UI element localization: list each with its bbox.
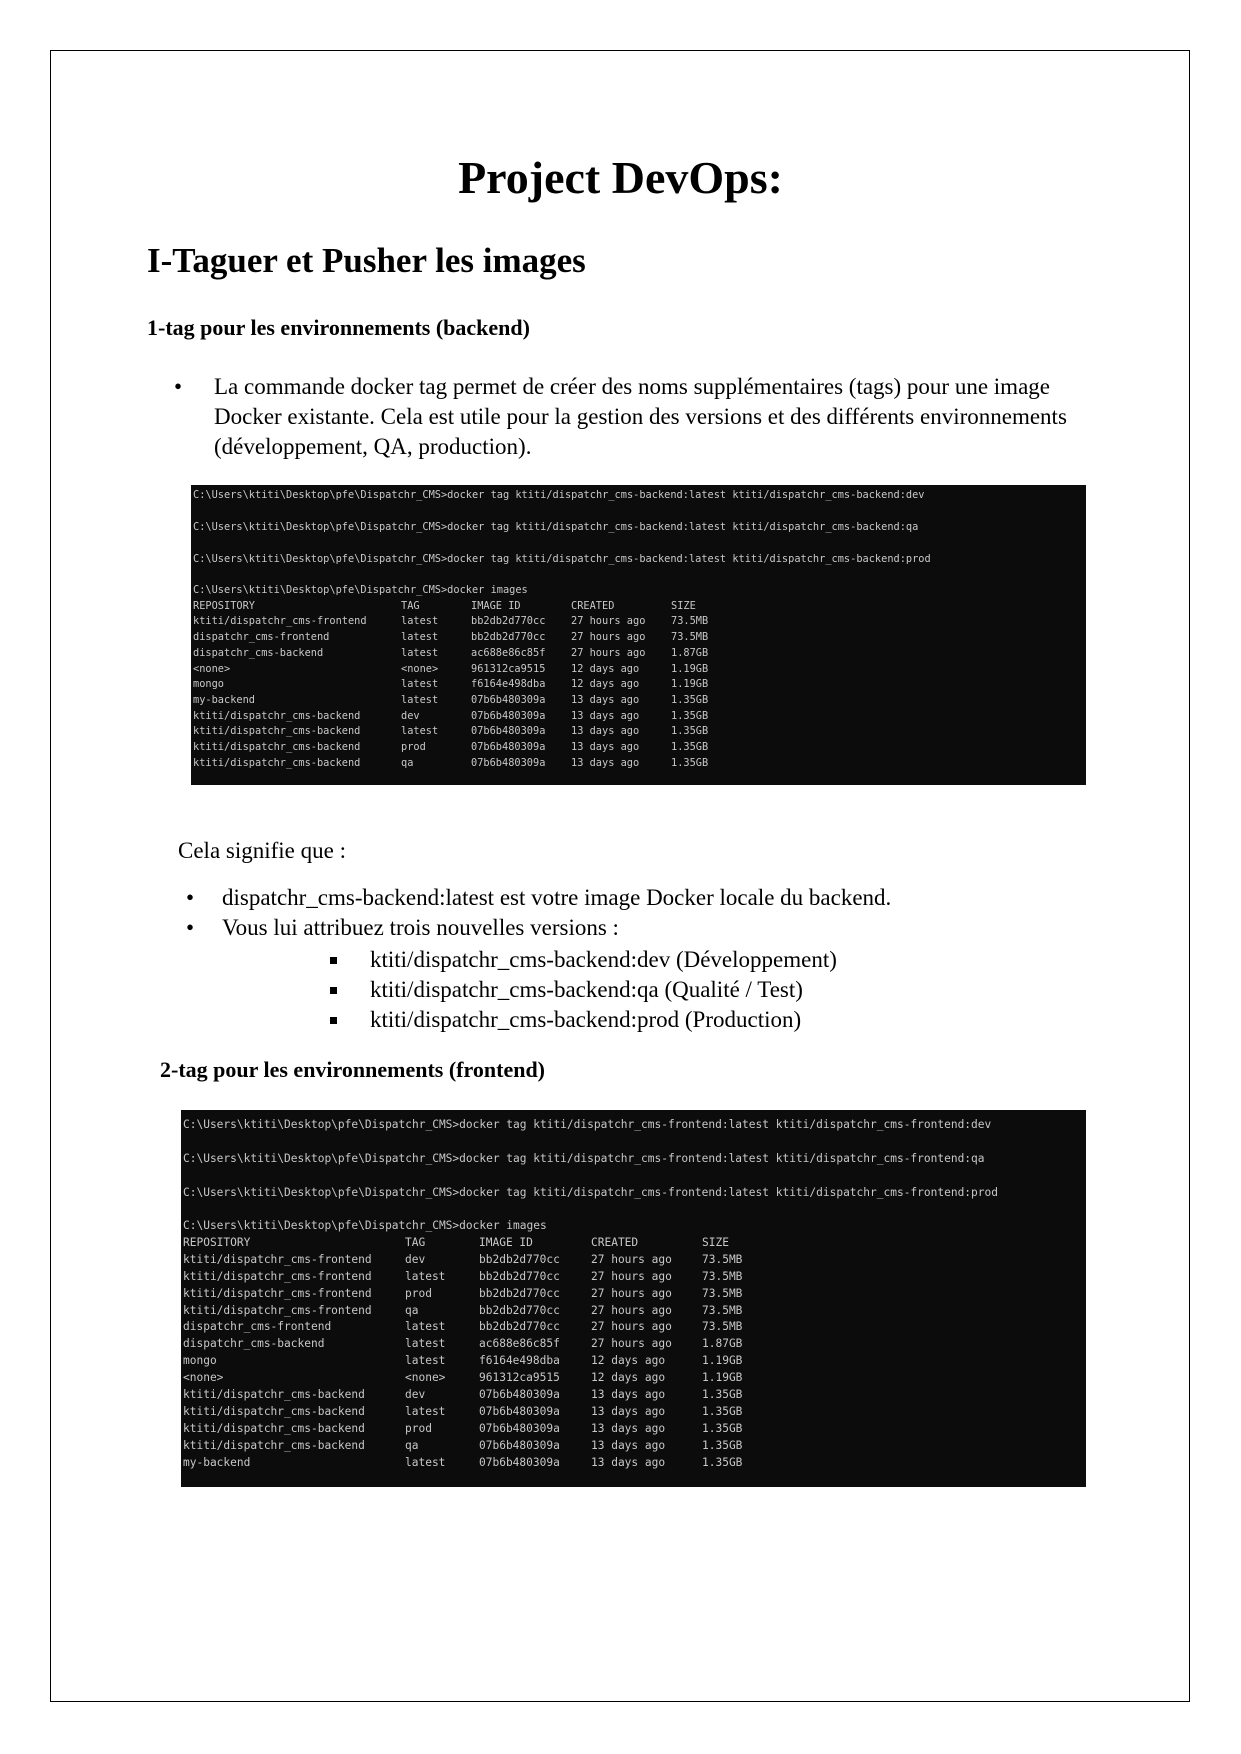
header-size: SIZE: [702, 1235, 729, 1249]
list-item: [328, 1005, 837, 1035]
terminal-cell: 13 days ago: [591, 1421, 666, 1435]
terminal-cell: 1.35GB: [702, 1388, 743, 1402]
terminal-cell: 1.87GB: [702, 1337, 743, 1351]
list-item: [186, 883, 891, 913]
terminal-cell: 12 days ago: [571, 662, 640, 675]
terminal-cell: 07b6b480309a: [471, 741, 546, 754]
terminal-cell: latest: [405, 1354, 446, 1368]
terminal-command-line: C:\Users\ktiti\Desktop\pfe\Dispatchr_CMS>docker tag ktiti/dispatchr_cms-backend:latest ktiti/dispatchr_cms-backend:qa: [193, 521, 919, 533]
terminal-table-rows: [193, 614, 1086, 771]
terminal-cell: bb2db2d770cc: [479, 1252, 560, 1266]
terminal-cell: ktiti/dispatchr_cms-backend: [183, 1388, 365, 1402]
terminal-table-row: [183, 1303, 1086, 1320]
list-item-text: dispatchr_cms-backend:latest est votre image Docker locale du backend.: [222, 885, 892, 910]
terminal-cell: 27 hours ago: [591, 1252, 672, 1266]
terminal-table-row: [183, 1438, 1086, 1455]
terminal-cell: 07b6b480309a: [471, 756, 546, 769]
terminal-cell: qa: [405, 1438, 419, 1452]
versions-list: [328, 945, 837, 1035]
terminal-table-rows: [183, 1252, 1086, 1472]
terminal-table-row: [183, 1353, 1086, 1370]
header-tag: TAG: [405, 1235, 426, 1249]
terminal-cell: bb2db2d770cc: [479, 1286, 560, 1300]
terminal-cell: 27 hours ago: [571, 631, 646, 644]
terminal-cell: qa: [405, 1303, 419, 1317]
header-size: SIZE: [671, 599, 696, 612]
terminal-cell: 1.19GB: [671, 662, 709, 675]
terminal-cell: 13 days ago: [571, 756, 640, 769]
header-repository: REPOSITORY: [183, 1235, 251, 1249]
terminal-cell: f6164e498dba: [479, 1354, 560, 1368]
terminal-cell: 1.19GB: [702, 1354, 743, 1368]
terminal-images-command: C:\Users\ktiti\Desktop\pfe\Dispatchr_CMS>docker images: [193, 584, 528, 596]
terminal-cell: 961312ca9515: [471, 662, 546, 675]
terminal-cell: prod: [401, 741, 426, 754]
terminal-cell: 73.5MB: [702, 1320, 743, 1334]
terminal-cell: 1.19GB: [702, 1371, 743, 1385]
terminal-cell: qa: [401, 756, 414, 769]
terminal-cell: bb2db2d770cc: [479, 1269, 560, 1283]
terminal-table-header: [193, 599, 1086, 615]
terminal-cell: dev: [405, 1388, 426, 1402]
terminal-cell: 73.5MB: [702, 1269, 743, 1283]
terminal-cell: 13 days ago: [571, 709, 640, 722]
terminal-cell: latest: [401, 646, 439, 659]
list-item: [186, 913, 891, 943]
terminal-table-row: [193, 709, 1086, 725]
terminal-cell: ktiti/dispatchr_cms-backend: [193, 756, 361, 769]
terminal-commands: [193, 487, 1086, 583]
terminal-cell: 07b6b480309a: [479, 1421, 560, 1435]
list-item-text: ktiti/dispatchr_cms-backend:prod (Production): [370, 1007, 802, 1032]
terminal-commands: [183, 1116, 1086, 1218]
intro-text: La commande docker tag permet de créer des noms supplémentaires (tags) pour une image Docker existante. Cela est utile pour la gestion des versions et des différents environnements (développement, QA, production).: [214, 374, 1067, 459]
terminal-cell: prod: [405, 1421, 432, 1435]
terminal-command-line: C:\Users\ktiti\Desktop\pfe\Dispatchr_CMS>docker tag ktiti/dispatchr_cms-backend:latest ktiti/dispatchr_cms-backend:dev: [193, 489, 925, 501]
terminal-table-row: [193, 677, 1086, 693]
terminal-cell: <none>: [405, 1371, 446, 1385]
bullet-list: [186, 883, 891, 943]
terminal-cell: <none>: [193, 662, 231, 675]
terminal-screenshot-frontend: [181, 1110, 1086, 1487]
terminal-cell: latest: [405, 1404, 446, 1418]
header-image-id: IMAGE ID: [471, 599, 521, 612]
terminal-cell: mongo: [183, 1354, 217, 1368]
list-item-text: Vous lui attribuez trois nouvelles versions :: [222, 915, 619, 940]
terminal-cell: ktiti/dispatchr_cms-backend: [183, 1421, 365, 1435]
terminal-cell: 961312ca9515: [479, 1371, 560, 1385]
terminal-table-row: [183, 1269, 1086, 1286]
terminal-cell: bb2db2d770cc: [471, 615, 546, 628]
terminal-cell: 07b6b480309a: [479, 1404, 560, 1418]
terminal-cell: latest: [401, 631, 439, 644]
terminal-table-row: [183, 1370, 1086, 1387]
header-repository: REPOSITORY: [193, 599, 255, 612]
terminal-cell: 13 days ago: [591, 1404, 666, 1418]
terminal-table-row: [183, 1421, 1086, 1438]
subsection-heading-frontend: 2-tag pour les environnements (frontend): [160, 1057, 545, 1082]
terminal-cell: ktiti/dispatchr_cms-backend: [183, 1438, 365, 1452]
header-image-id: IMAGE ID: [479, 1235, 533, 1249]
terminal-cell: 1.19GB: [671, 678, 709, 691]
list-item: [328, 975, 837, 1005]
terminal-table-row: [193, 614, 1086, 630]
terminal-cell: f6164e498dba: [471, 678, 546, 691]
terminal-cell: 27 hours ago: [571, 615, 646, 628]
terminal-cell: dev: [401, 709, 420, 722]
header-tag: TAG: [401, 599, 420, 612]
terminal-cell: 27 hours ago: [591, 1320, 672, 1334]
terminal-cell: <none>: [401, 662, 439, 675]
terminal-command-line: C:\Users\ktiti\Desktop\pfe\Dispatchr_CMS>docker tag ktiti/dispatchr_cms-frontend:latest ktiti/dispatchr_cms-frontend:dev: [183, 1118, 992, 1131]
terminal-cell: dispatchr_cms-backend: [193, 646, 324, 659]
terminal-cell: my-backend: [193, 693, 255, 706]
terminal-table-row: [193, 740, 1086, 756]
terminal-table-row: [193, 646, 1086, 662]
terminal-table-row: [183, 1319, 1086, 1336]
terminal-cell: 1.35GB: [671, 709, 709, 722]
terminal-cell: dispatchr_cms-frontend: [193, 631, 330, 644]
terminal-cell: bb2db2d770cc: [479, 1303, 560, 1317]
terminal-cell: ktiti/dispatchr_cms-frontend: [183, 1303, 372, 1317]
terminal-table-row: [183, 1336, 1086, 1353]
terminal-cell: ac688e86c85f: [471, 646, 546, 659]
terminal-table-row: [183, 1286, 1086, 1303]
terminal-table-header: [183, 1235, 1086, 1252]
terminal-cell: 73.5MB: [671, 615, 709, 628]
terminal-cell: ktiti/dispatchr_cms-frontend: [193, 615, 367, 628]
terminal-cell: 1.35GB: [702, 1404, 743, 1418]
terminal-command-line: C:\Users\ktiti\Desktop\pfe\Dispatchr_CMS>docker tag ktiti/dispatchr_cms-frontend:latest ktiti/dispatchr_cms-frontend:qa: [183, 1152, 985, 1165]
list-item-text: ktiti/dispatchr_cms-backend:qa (Qualité / Test): [370, 977, 803, 1002]
terminal-cell: ktiti/dispatchr_cms-backend: [183, 1404, 365, 1418]
terminal-cell: latest: [405, 1455, 446, 1469]
terminal-command-line: C:\Users\ktiti\Desktop\pfe\Dispatchr_CMS>docker tag ktiti/dispatchr_cms-backend:latest ktiti/dispatchr_cms-backend:prod: [193, 553, 931, 565]
terminal-cell: mongo: [193, 678, 224, 691]
terminal-cell: bb2db2d770cc: [479, 1320, 560, 1334]
header-created: CREATED: [591, 1235, 639, 1249]
terminal-cell: 12 days ago: [571, 678, 640, 691]
bullet-icon: •: [186, 885, 195, 910]
terminal-cell: 1.35GB: [702, 1438, 743, 1452]
terminal-cell: 1.35GB: [671, 693, 709, 706]
section-heading: I-Taguer et Pusher les images: [147, 241, 586, 280]
terminal-cell: 1.87GB: [671, 646, 709, 659]
terminal-cell: 13 days ago: [591, 1455, 666, 1469]
terminal-cell: 07b6b480309a: [471, 693, 546, 706]
terminal-table-row: [193, 756, 1086, 772]
terminal-cell: prod: [405, 1286, 432, 1300]
terminal-table-row: [183, 1252, 1086, 1269]
header-created: CREATED: [571, 599, 615, 612]
terminal-cell: ktiti/dispatchr_cms-frontend: [183, 1269, 372, 1283]
terminal-cell: 13 days ago: [591, 1438, 666, 1452]
terminal-cell: latest: [401, 725, 439, 738]
terminal-cell: ktiti/dispatchr_cms-frontend: [183, 1252, 372, 1266]
intro-bullet: [174, 372, 1074, 462]
terminal-cell: bb2db2d770cc: [471, 631, 546, 644]
subsection-heading-backend: 1-tag pour les environnements (backend): [147, 315, 530, 340]
terminal-cell: dispatchr_cms-frontend: [183, 1320, 332, 1334]
terminal-cell: 13 days ago: [571, 693, 640, 706]
terminal-cell: latest: [405, 1320, 446, 1334]
square-bullet-icon: [330, 957, 337, 964]
terminal-cell: 07b6b480309a: [471, 709, 546, 722]
terminal-cell: latest: [401, 615, 439, 628]
terminal-cell: dev: [405, 1252, 426, 1266]
terminal-cell: 07b6b480309a: [479, 1388, 560, 1402]
terminal-cell: 12 days ago: [591, 1354, 666, 1368]
terminal-cell: 27 hours ago: [591, 1337, 672, 1351]
terminal-table-row: [193, 693, 1086, 709]
list-item-text: ktiti/dispatchr_cms-backend:dev (Développement): [370, 947, 837, 972]
terminal-cell: 13 days ago: [591, 1388, 666, 1402]
terminal-cell: latest: [405, 1269, 446, 1283]
terminal-screenshot-backend: [191, 485, 1086, 785]
terminal-cell: ktiti/dispatchr_cms-backend: [193, 709, 361, 722]
terminal-cell: 1.35GB: [702, 1455, 743, 1469]
terminal-table-row: [183, 1387, 1086, 1404]
terminal-cell: my-backend: [183, 1455, 251, 1469]
bullet-icon: •: [174, 374, 183, 399]
terminal-cell: ktiti/dispatchr_cms-frontend: [183, 1286, 372, 1300]
terminal-cell: ac688e86c85f: [479, 1337, 560, 1351]
terminal-table-row: [193, 724, 1086, 740]
terminal-table-row: [193, 630, 1086, 646]
terminal-cell: latest: [401, 678, 439, 691]
terminal-cell: 1.35GB: [702, 1421, 743, 1435]
terminal-cell: 1.35GB: [671, 725, 709, 738]
terminal-cell: 12 days ago: [591, 1371, 666, 1385]
terminal-cell: 27 hours ago: [591, 1269, 672, 1283]
terminal-cell: latest: [401, 693, 439, 706]
square-bullet-icon: [330, 987, 337, 994]
terminal-cell: 73.5MB: [671, 631, 709, 644]
meaning-intro: Cela signifie que :: [178, 838, 346, 863]
terminal-cell: 27 hours ago: [571, 646, 646, 659]
terminal-cell: ktiti/dispatchr_cms-backend: [193, 725, 361, 738]
terminal-cell: 27 hours ago: [591, 1286, 672, 1300]
terminal-cell: <none>: [183, 1371, 224, 1385]
terminal-command-line: C:\Users\ktiti\Desktop\pfe\Dispatchr_CMS>docker tag ktiti/dispatchr_cms-frontend:latest ktiti/dispatchr_cms-frontend:prod: [183, 1186, 998, 1199]
terminal-cell: 1.35GB: [671, 756, 709, 769]
terminal-cell: 27 hours ago: [591, 1303, 672, 1317]
terminal-cell: latest: [405, 1337, 446, 1351]
terminal-cell: 73.5MB: [702, 1252, 743, 1266]
terminal-table-row: [183, 1455, 1086, 1472]
terminal-table-row: [183, 1404, 1086, 1421]
terminal-cell: 13 days ago: [571, 725, 640, 738]
terminal-cell: 1.35GB: [671, 741, 709, 754]
terminal-cell: 07b6b480309a: [479, 1455, 560, 1469]
terminal-cell: 13 days ago: [571, 741, 640, 754]
terminal-cell: 07b6b480309a: [471, 725, 546, 738]
terminal-cell: 73.5MB: [702, 1303, 743, 1317]
list-item: [328, 945, 837, 975]
document-title: Project DevOps:: [458, 152, 783, 203]
terminal-cell: 73.5MB: [702, 1286, 743, 1300]
terminal-images-command: C:\Users\ktiti\Desktop\pfe\Dispatchr_CMS>docker images: [183, 1219, 547, 1232]
terminal-cell: dispatchr_cms-backend: [183, 1337, 325, 1351]
terminal-cell: ktiti/dispatchr_cms-backend: [193, 741, 361, 754]
terminal-cell: 07b6b480309a: [479, 1438, 560, 1452]
bullet-icon: •: [186, 915, 195, 940]
terminal-table-row: [193, 662, 1086, 678]
square-bullet-icon: [330, 1017, 337, 1024]
